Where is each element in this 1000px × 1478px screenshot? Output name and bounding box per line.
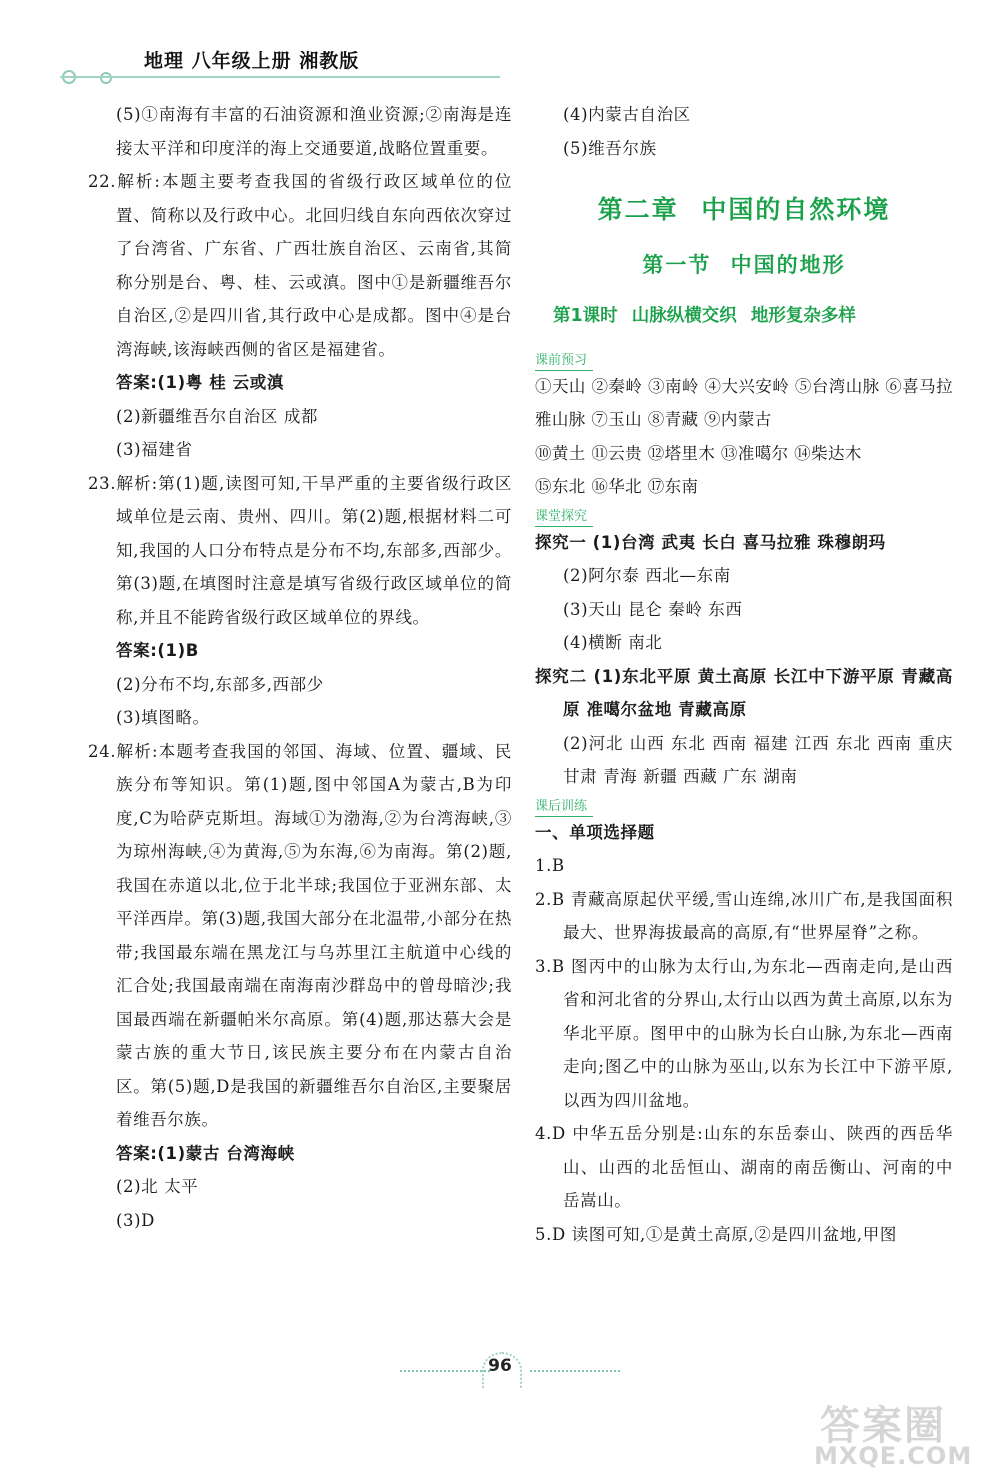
- section-title: 第一节 中国的地形: [642, 252, 846, 277]
- answer-line: (2)新疆维吾尔自治区 成都: [116, 406, 319, 426]
- answer-line: (3)D: [116, 1210, 156, 1230]
- footer-dotted-rule: [530, 1370, 620, 1372]
- explore-line: (3)天山 昆仑 秦岭 东西: [563, 599, 743, 619]
- answer-line: (4)内蒙古自治区: [563, 105, 691, 124]
- left-column: [88, 98, 512, 1237]
- answer-line: (5)维吾尔族: [563, 138, 657, 158]
- header-circle-ornament: [100, 72, 112, 84]
- right-column: [535, 98, 953, 1251]
- explore-line: (2)河北 山西 东北 西南 福建 江西 东北 西南 重庆 甘肃 青海 新疆 西藏 广东 湖南: [563, 733, 953, 786]
- choice-answer: 3.B 图丙中的山脉为太行山,为东北—西南走向,是山西省和河北省的分界山,太行山以西为黄土高原,以东为华北平原。图甲中的山脉为长白山脉,为东北—西南走向;图乙中的山脉为巫山,以东为长江中下游平原,以西为四川盆地。: [535, 956, 953, 1110]
- chapter-title: 第二章 中国的自然环境: [597, 195, 891, 224]
- preview-answers-row: ⑩黄土 ⑪云贵 ⑫塔里木 ⑬准噶尔 ⑭柴达木: [535, 443, 862, 463]
- question-22-analysis: 22.解析:本题主要考查我国的省级行政区域单位的位置、简称以及行政中心。北回归线自东向西依次穿过了台湾省、广东省、广西壮族自治区、云南省,其简称分别是台、粤、桂、云或滇。图中①是新疆维吾尔自治区,②是四川省,其行政中心是成都。图中④是台湾海峡,该海峡西侧的省区是福建省。: [88, 172, 512, 359]
- answer-line: 答案:(1)蒙古 台湾海峡: [116, 1143, 295, 1163]
- question-24-analysis: 24.解析:本题考查我国的邻国、海域、位置、疆域、民族分布等知识。第(1)题,图中邻国A为蒙古,B为印度,C为哈萨克斯坦。海域①为渤海,②为台湾海峡,③为琼州海峡,④为黄海,⑤为东海,⑥为南海。第(2)题,我国在赤道以北,位于北半球;我国位于亚洲东部、太平洋西岸。第(3)题,我国大部分在北温带,小部分在热带;我国最东端在黑龙江与乌苏里江主航道中心线的汇合处;我国最南端在南海南沙群岛中的曾母暗沙;我国最西端在新疆帕米尔高原。第(4)题,那达慕大会是蒙古族的重大节日,该民族主要分布在内蒙古自治区。第(5)题,D是我国的新疆维吾尔自治区,主要聚居着维吾尔族。: [88, 741, 512, 1129]
- page-header: [60, 42, 500, 92]
- section-tag-explore: 课堂探究: [535, 509, 593, 527]
- answer-line: 答案:(1)B: [116, 641, 199, 660]
- page-footer: [0, 1352, 1000, 1392]
- header-rule: [60, 76, 500, 78]
- explore-line: (2)阿尔泰 西北—东南: [563, 566, 731, 585]
- answer-line: (3)福建省: [116, 440, 193, 459]
- choice-answer: 1.B: [535, 856, 565, 875]
- answer-line: 答案:(1)粤 桂 云或滇: [116, 373, 284, 392]
- book-title: 地理 八年级上册 湘教版: [144, 50, 360, 72]
- answer-line: (3)填图略。: [116, 708, 210, 727]
- question-group-title: 一、单项选择题: [535, 822, 655, 842]
- explore-line: (4)横断 南北: [563, 633, 663, 652]
- choice-answer: 5.D 读图可知,①是黄土高原,②是四川盆地,甲图: [535, 1224, 897, 1244]
- choice-answer: 2.B 青藏高原起伏平缓,雪山连绵,冰川广布,是我国面积最大、世界海拔最高的高原,有“世界屋脊”之称。: [535, 889, 953, 942]
- answer-line: (2)北 太平: [116, 1177, 199, 1196]
- explore-one: 探究一 (1)台湾 武夷 长白 喜马拉雅 珠穆朗玛: [535, 532, 886, 552]
- question-23-analysis: 23.解析:第(1)题,读图可知,干旱严重的主要省级行政区域单位是云南、贵州、四川。第(2)题,根据材料二可知,我国的人口分布特点是分布不均,东部多,西部少。第(3)题,在填图时注意是填写省级行政区域单位的简称,并且不能跨省级行政区域单位的界线。: [88, 473, 512, 627]
- watermark-logo: [810, 1392, 980, 1472]
- footer-dotted-rule: [400, 1370, 490, 1372]
- page-number: 96: [488, 1356, 512, 1376]
- preview-answers-row: ⑮东北 ⑯华北 ⑰东南: [535, 477, 699, 496]
- lesson-title: 第1课时 山脉纵横交织 地形复杂多样: [553, 306, 856, 326]
- watermark-url: MXQE.COM: [814, 1442, 973, 1470]
- answer-paragraph: (5)①南海有丰富的石油资源和渔业资源;②南海是连接太平洋和印度洋的海上交通要道,战略位置重要。: [116, 105, 512, 158]
- section-tag-practice: 课后训练: [535, 799, 593, 817]
- choice-answer: 4.D 中华五岳分别是:山东的东岳泰山、陕西的西岳华山、山西的北岳恒山、湖南的南岳衡山、河南的中岳嵩山。: [535, 1124, 953, 1210]
- explore-two: 探究二 (1)东北平原 黄土高原 长江中下游平原 青藏高原 准噶尔盆地 青藏高原: [535, 666, 953, 719]
- preview-answers-row: ①天山 ②秦岭 ③南岭 ④大兴安岭 ⑤台湾山脉 ⑥喜马拉雅山脉 ⑦玉山 ⑧青藏 ⑨内蒙古: [535, 376, 953, 429]
- answer-line: (2)分布不均,东部多,西部少: [116, 674, 324, 694]
- watermark-text: 答案圈: [820, 1403, 946, 1449]
- section-tag-preview: 课前预习: [535, 353, 593, 371]
